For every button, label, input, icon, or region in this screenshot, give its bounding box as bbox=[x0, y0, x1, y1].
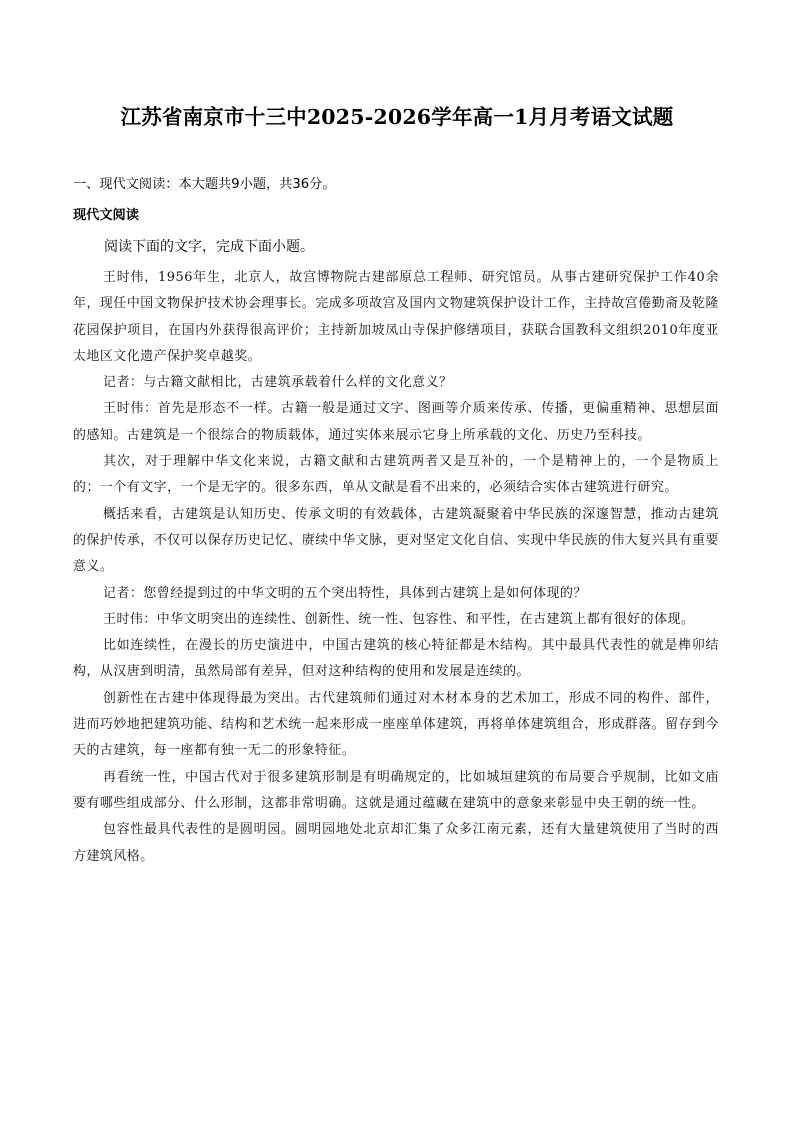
paragraph: 创新性在古建中体现得最为突出。古代建筑师们通过对木材本身的艺术加工，形成不同的构件、部件，进而巧妙地把建筑功能、结构和艺术统一起来形成一座座单体建筑，再将单体建筑组合，形成群落。留存到今天的古建筑，每一座都有独一无二的形象特征。 bbox=[73, 690, 719, 759]
paragraph: 其次，对于理解中华文化来说，古籍文献和古建筑两者又是互补的，一个是精神上的，一个是物质上的；一个有文字，一个是无字的。很多东西，单从文献是看不出来的，必须结合实体古建筑进行研究。 bbox=[73, 454, 719, 496]
paragraph-question: 记者：您曾经提到过的中华文明的五个突出特性，具体到古建筑上是如何体现的？ bbox=[103, 585, 587, 601]
section-heading: 一、现代文阅读：本大题共9小题，共36分。 bbox=[73, 177, 336, 192]
paragraph: 包容性最具代表性的是圆明园。圆明园地处北京却汇集了众多江南元素，还有大量建筑使用了当时的西方建筑风格。 bbox=[73, 822, 719, 864]
sub-heading: 现代文阅读 bbox=[73, 208, 139, 223]
page-title: 江苏省南京市十三中2025-2026学年高一1月月考语文试题 bbox=[120, 105, 674, 129]
paragraph-intro: 王时伟，1956年生，北京人，故宫博物院古建部原总工程师、研究馆员。从事古建研究保护工作40余年，现任中国文物保护技术协会理事长。完成多项故宫及国内文物建筑保护设计工作，主持故宫倦勤斋及乾隆花园保护项目，在国内外获得很高评价；主持新加坡凤山寺保护修缮项目，获联合国教科文组织2010年度亚太地区文化遗产保护奖卓越奖。 bbox=[73, 270, 719, 364]
paragraph-question: 记者：与古籍文献相比，古建筑承载着什么样的文化意义？ bbox=[103, 375, 453, 391]
reading-instruction: 阅读下面的文字，完成下面小题。 bbox=[104, 239, 314, 255]
paragraph: 比如连续性，在漫长的历史演进中，中国古建筑的核心特征都是木结构。其中最具代表性的就是榫卯结构，从汉唐到明清，虽然局部有差异，但对这种结构的使用和发展是连续的。 bbox=[73, 638, 719, 680]
reading-passage bbox=[73, 265, 719, 870]
paragraph: 概括来看，古建筑是认知历史、传承文明的有效载体，古建筑凝聚着中华民族的深邃智慧，推动古建筑的保护传承，不仅可以保存历史记忆、赓续中华文脉，更对坚定文化自信、实现中华民族的伟大复兴具有重要意义。 bbox=[73, 506, 719, 575]
paragraph-answer: 王时伟：中华文明突出的连续性、创新性、统一性、包容性、和平性，在古建筑上都有很好的体现。 bbox=[103, 611, 695, 627]
paragraph: 再看统一性，中国古代对于很多建筑形制是有明确规定的，比如城垣建筑的布局要合乎规制，比如文庙要有哪些组成部分、什么形制，这都非常明确。这就是通过蕴藏在建筑中的意象来彰显中央王朝的统一性。 bbox=[73, 769, 719, 811]
paragraph-answer: 王时伟：首先是形态不一样。古籍一般是通过文字、图画等介质来传承、传播，更偏重精神、思想层面的感知。古建筑是一个很综合的物质载体，通过实体来展示它身上所承载的文化、历史乃至科技。 bbox=[73, 401, 719, 443]
